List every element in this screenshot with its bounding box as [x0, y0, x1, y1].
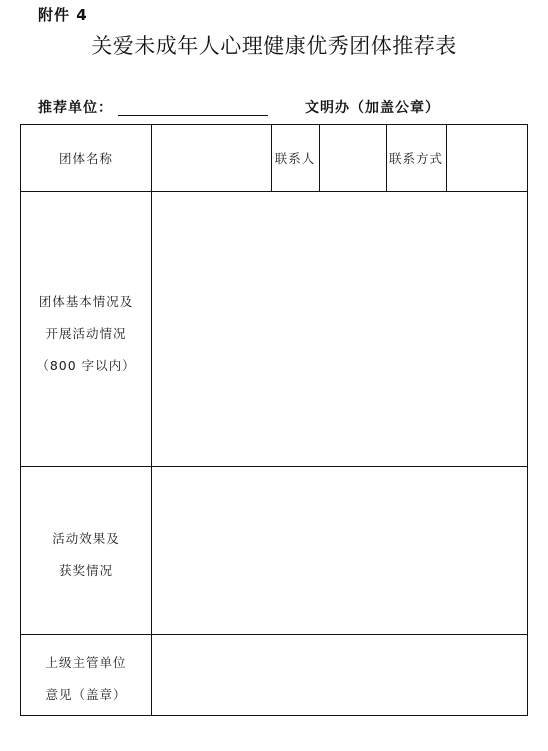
opinion-field[interactable] — [152, 635, 527, 715]
opinion-label-line2: 意见（盖章） — [45, 687, 127, 702]
basic-info-label-line2: 开展活动情况 — [45, 326, 127, 341]
basic-info-field[interactable] — [152, 192, 527, 466]
basic-info-label-line3: （800 字以内） — [36, 358, 136, 373]
contact-person-label: 联系人 — [274, 151, 316, 166]
recommending-unit-field[interactable] — [118, 115, 268, 116]
effect-field[interactable] — [152, 467, 527, 634]
group-name-field[interactable] — [152, 125, 271, 191]
attachment-label: 附件 4 — [38, 6, 88, 24]
contact-method-label: 联系方式 — [388, 151, 443, 166]
office-seal-label: 文明办（加盖公章） — [305, 100, 440, 116]
group-name-label: 团体名称 — [58, 151, 113, 166]
basic-info-label-line1: 团体基本情况及 — [38, 294, 134, 309]
contact-method-field[interactable] — [447, 125, 527, 191]
effect-label-line1: 活动效果及 — [52, 531, 120, 546]
effect-label-line2: 获奖情况 — [58, 563, 113, 578]
recommendation-form-table — [20, 124, 528, 716]
opinion-label-line1: 上级主管单位 — [45, 655, 127, 670]
page-title: 关爱未成年人心理健康优秀团体推荐表 — [91, 34, 457, 58]
contact-person-field[interactable] — [320, 125, 386, 191]
recommending-unit-label: 推荐单位： — [38, 100, 113, 116]
